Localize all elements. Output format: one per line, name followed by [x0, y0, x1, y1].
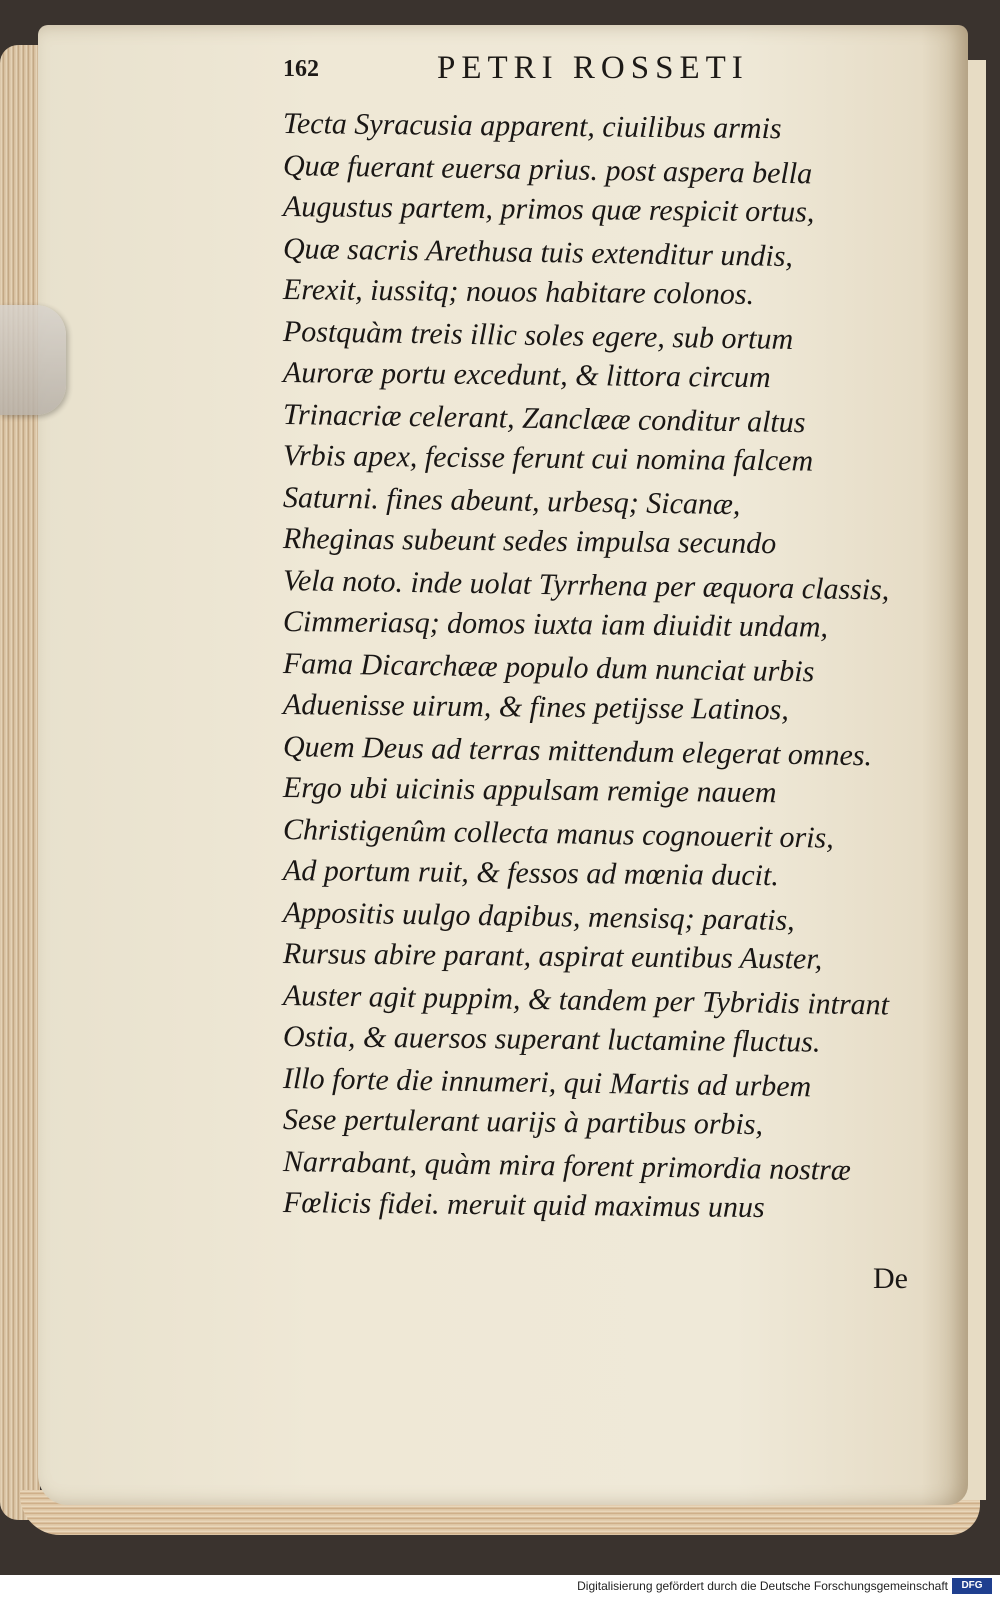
running-head: PETRI ROSSETI — [437, 50, 749, 86]
verse-line: Quem Deus ad terras mittendum elegerat omnes. — [282, 729, 873, 772]
verse-line: Quæ sacris Arethusa tuis extenditur undis, — [282, 231, 794, 273]
verse-line: Quæ fuerant euersa prius. post aspera bella — [282, 148, 813, 190]
verse-line: Vela noto. inde uolat Tyrrhena per æquora classis, — [282, 563, 890, 607]
verse-line: Auroræ portu excedunt, & littora circum — [282, 356, 771, 395]
book-clip — [0, 305, 66, 415]
dfg-logo: DFG — [952, 1578, 992, 1594]
verse-line: Illo forte die innumeri, qui Martis ad urbem — [282, 1061, 812, 1103]
verse-line: Ostia, & auersos superant luctamine fluctus. — [282, 1020, 821, 1059]
verse-line: Vrbis apex, fecisse ferunt cui nomina falcem — [282, 439, 814, 478]
verse-list — [283, 103, 933, 1224]
verse-line: Postquàm treis illic soles egere, sub ortum — [282, 314, 794, 356]
verse-line: Ad portum ruit, & fessos ad mœnia ducit. — [282, 854, 780, 893]
funding-notice: Digitalisierung gefördert durch die Deutsche Forschungsgemeinschaft — [577, 1579, 948, 1593]
page-number: 162 — [283, 56, 319, 82]
verse-line: Erexit, iussitq; nouos habitare colonos. — [282, 273, 755, 311]
verse-line: Augustus partem, primos quæ respicit ortus, — [282, 190, 815, 229]
verse-line: Tecta Syracusia apparent, ciuilibus armis — [282, 107, 782, 146]
page-edges-left — [0, 45, 40, 1520]
verse-line: Appositis uulgo dapibus, mensisq; paratis, — [282, 895, 795, 937]
verse-line: Saturni. fines abeunt, urbesq; Sicanæ, — [282, 480, 741, 521]
verse-line: Narrabant, quàm mira forent primordia nostræ — [282, 1144, 852, 1187]
catchword: De — [873, 1262, 908, 1295]
verse-line: Sese pertulerant uarijs à partibus orbis, — [282, 1103, 764, 1142]
footer-bar — [0, 1575, 1000, 1599]
verse-line: Trinacriæ celerant, Zanclææ conditur altus — [282, 397, 806, 439]
verse-line: Rheginas subeunt sedes impulsa secundo — [282, 522, 777, 561]
page-header — [283, 50, 843, 95]
verse-line: Fama Dicarchææ populo dum nunciat urbis — [282, 646, 815, 688]
verse-line: Aduenisse uirum, & fines petijsse Latinos, — [282, 688, 789, 727]
verse-line: Rursus abire parant, aspirat euntibus Auster, — [282, 937, 823, 976]
verse-line: Christigenûm collecta manus cognouerit oris, — [282, 812, 834, 855]
verse-line: Auster agit puppim, & tandem per Tybridis intrant — [282, 978, 890, 1022]
verse-line: Fœlicis fidei. meruit quid maximus unus — [282, 1186, 765, 1225]
verse-line: Ergo ubi uicinis appulsam remige nauem — [282, 771, 777, 810]
verse-line: Cimmeriasq; domos iuxta iam diuidit undam, — [282, 605, 829, 644]
